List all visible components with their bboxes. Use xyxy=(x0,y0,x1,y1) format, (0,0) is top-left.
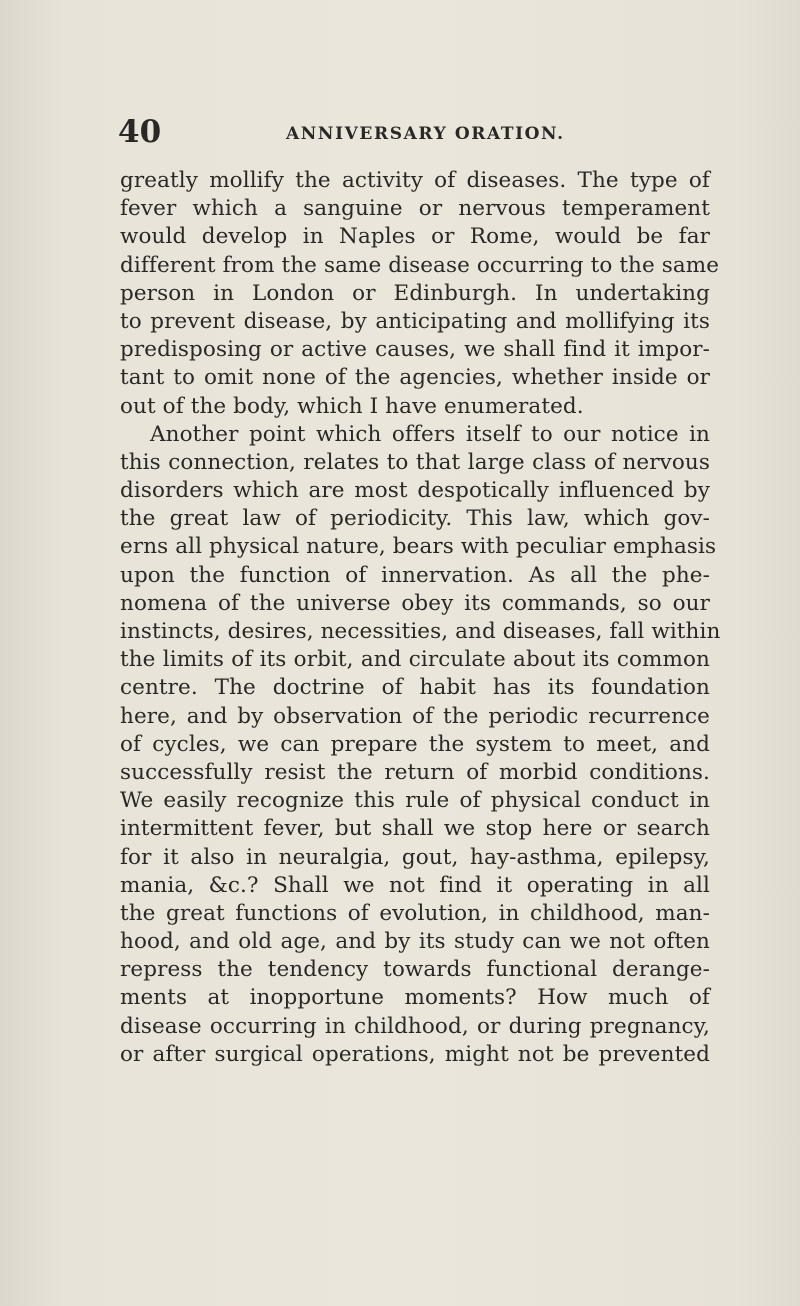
text-line: disease occurring in childhood, or during pregnancy, xyxy=(120,1013,710,1039)
body-text xyxy=(120,167,721,1069)
text-line: Another point which offers itself to our notice in xyxy=(150,421,710,447)
text-line: the great functions of evolution, in childhood, man- xyxy=(120,900,710,926)
text-line: tant to omit none of the agencies, whether inside or xyxy=(120,365,710,391)
text-line: repress the tendency towards functional derange- xyxy=(120,957,710,983)
text-line: of cycles, we can prepare the system to meet, and xyxy=(120,731,710,757)
text-line: fever which a sanguine or nervous temperament xyxy=(120,196,710,222)
text-line: intermittent fever, but shall we stop here or search xyxy=(120,816,710,842)
text-line: ments at inopportune moments? How much of xyxy=(120,985,710,1011)
text-line: out of the body, which I have enumerated. xyxy=(120,393,584,419)
text-line: this connection, relates to that large class of nervous xyxy=(120,449,710,475)
page-header xyxy=(118,112,708,152)
text-line: the great law of periodicity. This law, which gov- xyxy=(120,506,710,532)
text-line: to prevent disease, by anticipating and mollifying its xyxy=(120,308,710,334)
text-line: for it also in neuralgia, gout, hay-asthma, epilepsy, xyxy=(120,844,710,870)
text-line: different from the same disease occurring to the same xyxy=(120,252,720,278)
running-title: ANNIVERSARY ORATION. xyxy=(286,124,565,144)
text-line: successfully resist the return of morbid conditions. xyxy=(120,759,710,785)
text-line: disorders which are most despotically influenced by xyxy=(120,478,710,504)
text-line: centre. The doctrine of habit has its foundation xyxy=(120,675,710,701)
text-line: mania, &c.? Shall we not find it operating in all xyxy=(120,872,710,898)
text-line: instincts, desires, necessities, and diseases, fall within xyxy=(120,619,721,644)
text-line: or after surgical operations, might not be prevented xyxy=(120,1041,710,1067)
text-line: upon the function of innervation. As all the phe- xyxy=(120,562,710,588)
text-line: We easily recognize this rule of physical conduct in xyxy=(120,788,710,814)
text-line: hood, and old age, and by its study can we not often xyxy=(120,929,710,955)
text-line: the limits of its orbit, and circulate about its common xyxy=(120,647,710,673)
text-line: nomena of the universe obey its commands, so our xyxy=(120,590,710,616)
text-line: would develop in Naples or Rome, would be far xyxy=(120,224,710,250)
page-number: 40 xyxy=(118,114,162,150)
text-line: erns all physical nature, bears with peculiar emphasis xyxy=(120,534,717,560)
text-line: here, and by observation of the periodic recurrence xyxy=(120,703,710,729)
text-line: greatly mollify the activity of diseases. The type of xyxy=(120,168,710,193)
text-line: predisposing or active causes, we shall find it impor- xyxy=(120,337,710,363)
text-line: person in London or Edinburgh. In undertaking xyxy=(120,280,710,306)
